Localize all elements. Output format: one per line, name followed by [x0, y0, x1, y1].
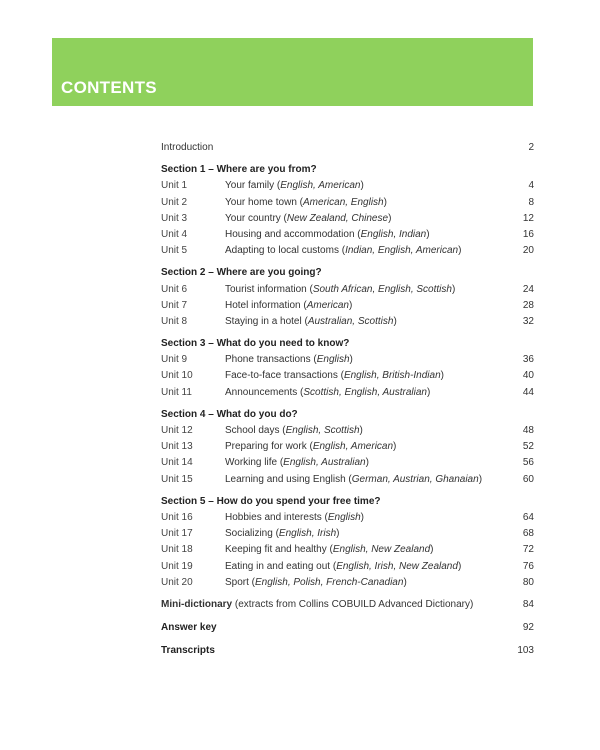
- unit-page: 16: [522, 228, 534, 240]
- unit-row: [161, 227, 534, 243]
- unit-page: 60: [522, 473, 534, 485]
- unit-title: Learning and using English (German, Austrian, Ghanaian): [225, 473, 483, 485]
- unit-title-text: Phone transactions: [225, 354, 311, 366]
- unit-row: [161, 298, 534, 314]
- unit-number: Unit 2: [161, 196, 188, 208]
- contents-title: CONTENTS: [61, 78, 157, 97]
- unit-accents: American, English: [303, 196, 384, 208]
- unit-number: Unit 10: [161, 370, 193, 382]
- unit-page: 20: [522, 245, 534, 257]
- unit-page: 68: [522, 528, 534, 540]
- unit-title: Your country (New Zealand, Chinese): [225, 212, 392, 224]
- unit-page: 28: [522, 299, 534, 311]
- unit-accents: English: [316, 354, 350, 366]
- unit-title: Socializing (English, Irish): [225, 528, 340, 540]
- unit-accents: English, Irish: [278, 528, 337, 540]
- unit-title-text: Face-to-face transactions: [225, 370, 338, 382]
- unit-title-text: Your home town: [225, 196, 297, 208]
- mini-dictionary-entry: [161, 597, 473, 613]
- unit-title: Announcements (Scottish, English, Australian): [225, 386, 431, 398]
- unit-title-text: School days: [225, 425, 280, 436]
- section-heading-row: [161, 265, 534, 281]
- unit-page: 36: [522, 354, 534, 366]
- unit-title: Hobbies and interests (English): [225, 511, 364, 523]
- unit-number: Unit 20: [161, 576, 193, 588]
- unit-accents: English, New Zealand: [332, 544, 431, 556]
- toc-row-introduction: [161, 140, 534, 156]
- unit-row: [161, 510, 534, 526]
- section-title: Section 1 – Where are you from?: [161, 164, 317, 176]
- unit-accents: Scottish, English, Australian: [303, 386, 427, 398]
- unit-row: [161, 423, 534, 439]
- unit-number: Unit 6: [161, 283, 188, 295]
- unit-title: Staying in a hotel (Australian, Scottish): [225, 315, 397, 327]
- unit-accents: English, Irish, New Zealand: [336, 560, 458, 572]
- unit-title: Housing and accommodation (English, Indian): [225, 228, 430, 240]
- introduction-label: Introduction: [161, 142, 214, 153]
- unit-title-text: Hotel information: [225, 299, 301, 311]
- unit-accents: English: [327, 511, 361, 523]
- unit-row: [161, 439, 534, 455]
- unit-row: [161, 243, 534, 259]
- unit-row: [161, 178, 534, 194]
- toc-row-answer-key: [161, 620, 534, 636]
- unit-title: Your home town (American, English): [225, 196, 387, 208]
- unit-accents: English, Australian: [283, 457, 366, 469]
- unit-title: Tourist information (South African, English, Scottish): [225, 283, 456, 295]
- unit-accents: English, British-Indian: [343, 370, 441, 382]
- unit-number: Unit 17: [161, 528, 193, 540]
- unit-title-text: Tourist information: [225, 283, 307, 295]
- unit-number: Unit 12: [161, 425, 193, 436]
- unit-title: Sport (English, Polish, French-Canadian): [225, 576, 407, 588]
- transcripts-page: 103: [517, 645, 534, 657]
- unit-number: Unit 14: [161, 457, 193, 469]
- unit-number: Unit 9: [161, 354, 188, 366]
- unit-page: 8: [528, 196, 534, 208]
- unit-title-text: Keeping fit and healthy: [225, 544, 327, 556]
- unit-number: Unit 19: [161, 560, 193, 572]
- unit-row: [161, 368, 534, 384]
- unit-title-text: Housing and accommodation: [225, 228, 355, 240]
- toc-row-transcripts: [161, 643, 534, 659]
- unit-title: Preparing for work (English, American): [225, 441, 397, 453]
- unit-row: [161, 559, 534, 575]
- unit-row: [161, 195, 534, 211]
- table-of-contents: [161, 140, 534, 659]
- transcripts-label: Transcripts: [161, 645, 215, 657]
- unit-number: Unit 7: [161, 299, 188, 311]
- toc-row-mini-dictionary: [161, 597, 534, 613]
- unit-row: [161, 385, 534, 401]
- unit-title: Your family (English, American): [225, 180, 364, 192]
- unit-title-text: Working life: [225, 457, 278, 469]
- unit-page: 24: [522, 283, 534, 295]
- unit-page: 48: [522, 425, 534, 436]
- unit-accents: Australian, Scottish: [307, 315, 394, 327]
- section-heading-row: [161, 336, 534, 352]
- section-heading-row: [161, 494, 534, 510]
- unit-page: 72: [522, 544, 534, 556]
- answer-key-label: Answer key: [161, 622, 217, 634]
- section-heading-row: [161, 162, 534, 178]
- unit-accents: English, Indian: [360, 228, 427, 240]
- unit-row: [161, 282, 534, 298]
- unit-title-text: Socializing: [225, 528, 273, 540]
- section-title: Section 5 – How do you spend your free time?: [161, 495, 381, 507]
- unit-title-text: Learning and using English: [225, 473, 346, 485]
- section-title: Section 4 – What do you do?: [161, 408, 298, 420]
- unit-number: Unit 4: [161, 228, 188, 240]
- unit-title-text: Announcements: [225, 386, 298, 398]
- unit-row: [161, 575, 534, 591]
- unit-page: 12: [522, 212, 534, 224]
- section-title: Section 3 – What do you need to know?: [161, 338, 350, 350]
- section-heading-row: [161, 407, 534, 423]
- unit-title-text: Preparing for work: [225, 441, 307, 453]
- unit-row: [161, 526, 534, 542]
- unit-title: Eating in and eating out (English, Irish, New Zealand): [225, 560, 462, 572]
- unit-page: 32: [522, 315, 534, 327]
- unit-accents: English, American: [280, 180, 361, 192]
- sections-container: [161, 162, 534, 597]
- mini-dictionary-label: Mini-dictionary: [161, 598, 233, 610]
- unit-title-text: Your family: [225, 180, 275, 192]
- unit-row: [161, 352, 534, 368]
- unit-number: Unit 16: [161, 511, 193, 523]
- unit-accents: Indian, English, American: [345, 245, 459, 257]
- mini-dictionary-page: 84: [522, 598, 534, 610]
- spacer: [161, 613, 534, 620]
- unit-title-text: Hobbies and interests: [225, 511, 322, 523]
- introduction-page: 2: [528, 142, 534, 153]
- unit-title-text: Staying in a hotel: [225, 315, 302, 327]
- unit-title: Hotel information (American): [225, 299, 353, 311]
- unit-number: Unit 8: [161, 315, 188, 327]
- unit-row: [161, 542, 534, 558]
- unit-row: [161, 211, 534, 227]
- unit-title: Working life (English, Australian): [225, 457, 369, 469]
- unit-title: School days (English, Scottish): [225, 425, 363, 436]
- unit-number: Unit 5: [161, 245, 188, 257]
- unit-title-text: Adapting to local customs: [225, 245, 339, 257]
- unit-title: Face-to-face transactions (English, British-Indian): [225, 370, 444, 382]
- unit-number: Unit 11: [161, 386, 192, 398]
- mini-dictionary-note: (extracts from Collins COBUILD Advanced Dictionary): [232, 598, 474, 610]
- unit-number: Unit 3: [161, 212, 188, 224]
- unit-page: 52: [522, 441, 534, 453]
- unit-page: 64: [522, 511, 534, 523]
- unit-number: Unit 1: [161, 180, 188, 192]
- unit-title-text: Sport: [225, 576, 249, 588]
- unit-accents: English, American: [312, 441, 394, 453]
- unit-row: [161, 314, 534, 330]
- unit-accents: German, Austrian, Ghanaian: [351, 473, 479, 485]
- answer-key-page: 92: [522, 622, 534, 634]
- unit-title: Phone transactions (English): [225, 354, 353, 366]
- contents-banner: [52, 38, 533, 106]
- unit-accents: South African, English, Scottish: [312, 283, 452, 295]
- unit-row: [161, 472, 534, 488]
- unit-page: 56: [522, 457, 534, 469]
- unit-accents: English, Polish, French-Canadian: [255, 576, 404, 588]
- unit-title: Adapting to local customs (Indian, English, American): [225, 245, 462, 257]
- unit-page: 76: [522, 560, 534, 572]
- unit-accents: American: [306, 299, 349, 311]
- unit-page: 80: [522, 576, 534, 588]
- unit-number: Unit 18: [161, 544, 193, 556]
- unit-number: Unit 13: [161, 441, 193, 453]
- section-title: Section 2 – Where are you going?: [161, 267, 322, 279]
- unit-page: 4: [528, 180, 534, 192]
- spacer: [161, 636, 534, 643]
- unit-accents: English, Scottish: [285, 425, 360, 436]
- unit-title: Keeping fit and healthy (English, New Zealand): [225, 544, 434, 556]
- unit-number: Unit 15: [161, 473, 193, 485]
- unit-accents: New Zealand, Chinese: [286, 212, 389, 224]
- unit-page: 44: [522, 386, 534, 398]
- unit-row: [161, 455, 534, 471]
- unit-title-text: Eating in and eating out: [225, 560, 331, 572]
- unit-page: 40: [522, 370, 534, 382]
- unit-title-text: Your country: [225, 212, 281, 224]
